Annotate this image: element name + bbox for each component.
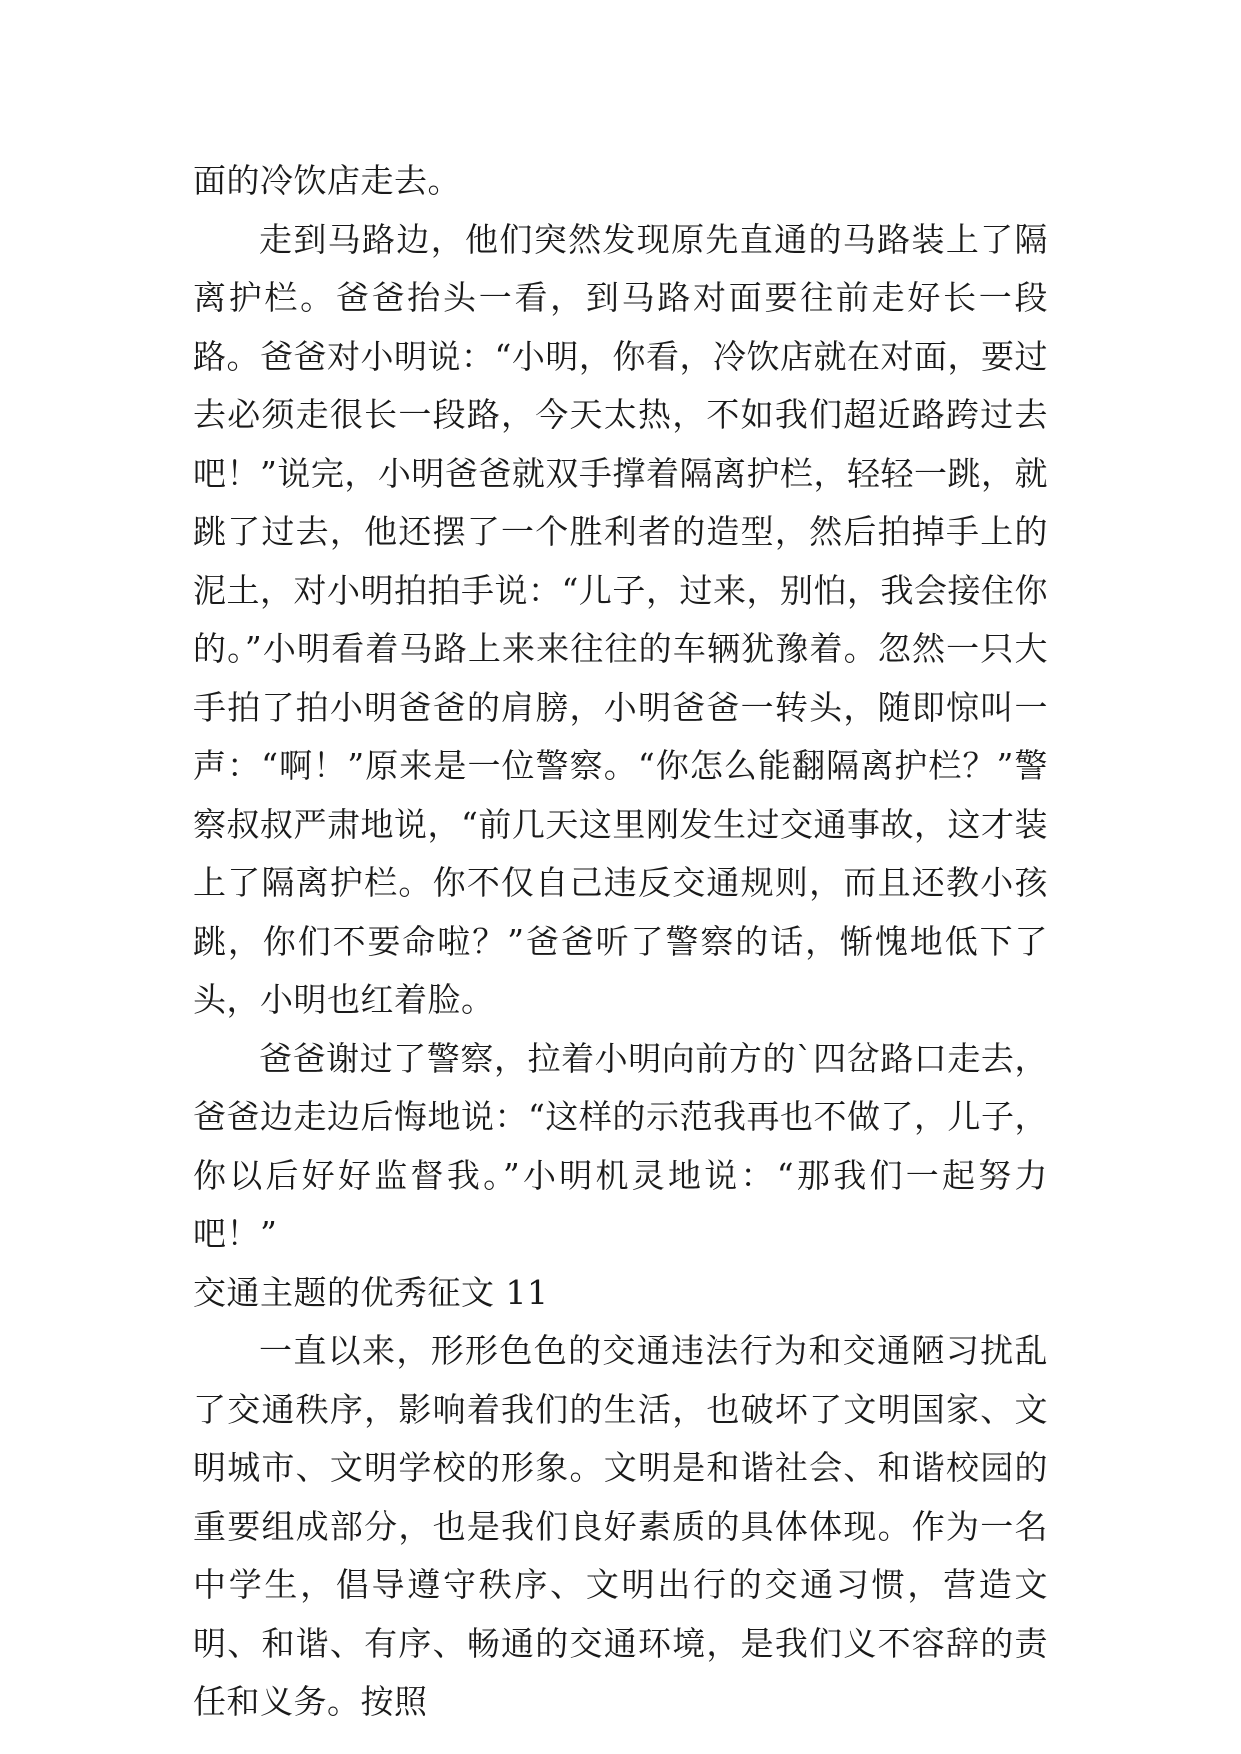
paragraph-story: 走到马路边，他们突然发现原先直通的马路装上了隔离护栏。爸爸抬头一看，到马路对面要往前走好长一段路。爸爸对小明说：“小明，你看，冷饮店就在对面，要过去必须走很长一段路，今天太热，不如我们超近路跨过去吧！”说完，小明爸爸就双手撑着隔离护栏，轻轻一跳，就跳了过去，他还摆了一个胜利者的造型，然后拍掉手上的泥土，对小明拍拍手说：“儿子，过来，别怕，我会接住你的。”小明看着马路上来来往往的车辆犹豫着。忽然一只大手拍了拍小明爸爸的肩膀，小明爸爸一转头，随即惊叫一声：“啊！”原来是一位警察。“你怎么能翻隔离护栏？”警察叔叔严肃地说，“前几天这里刚发生过交通事故，这才装上了隔离护栏。你不仅自己违反交通规则，而且还教小孩跳，你们不要命啦？”爸爸听了警察的话，惭愧地低下了头，小明也红着脸。 (193, 219, 1048, 1019)
section-heading: 交通主题的优秀征文 11 (193, 1272, 549, 1312)
paragraph-essay-intro: 一直以来，形形色色的交通违法行为和交通陋习扰乱了交通秩序，影响着我们的生活，也破坏了文明国家、文明城市、文明学校的形象。文明是和谐社会、和谐校园的重要组成部分，也是我们良好素质的具体体现。作为一名中学生，倡导遵守秩序、文明出行的交通习惯，营造文明、和谐、有序、畅通的交通环境，是我们义不容辞的责任和义务。按照 (193, 1331, 1048, 1721)
document-page (193, 152, 1048, 1732)
paragraph-continuation: 面的冷饮店走去。 (193, 161, 461, 200)
paragraph-ending: 爸爸谢过了警察，拉着小明向前方的`四岔路口走去，爸爸边走边后悔地说：“这样的示范我再也不做了，儿子，你以后好好监督我。”小明机灵地说：“那我们一起努力吧！” (193, 1038, 1048, 1253)
